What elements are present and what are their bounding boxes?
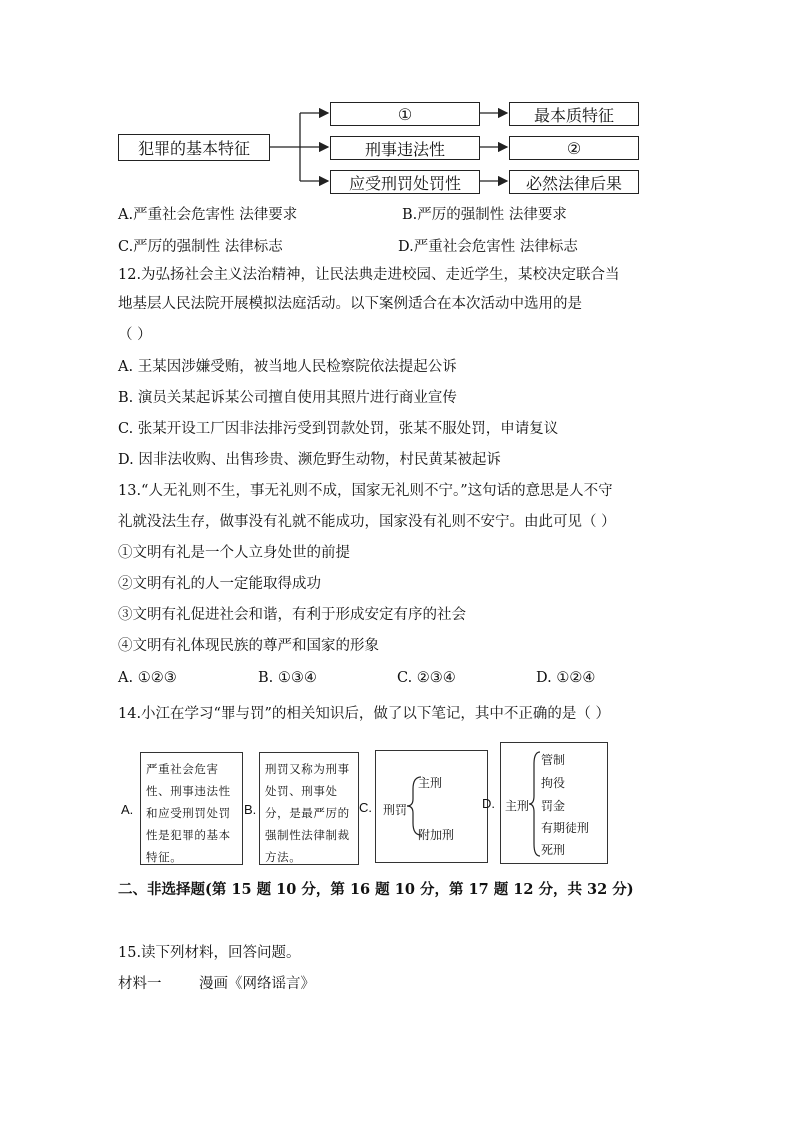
q13-item-2: ②文明有礼的人一定能取得成功 — [118, 576, 321, 592]
q13-option-b: B. ①③④ — [258, 670, 317, 686]
q13-option-a: A. ①②③ — [118, 670, 177, 686]
diagram-mid-box-1: ① — [330, 102, 480, 126]
q13-option-c: C. ②③④ — [397, 670, 456, 686]
diagram-right-box-3: 必然法律后果 — [509, 170, 639, 194]
q12-option-c: C. 张某开设工厂因非法排污受到罚款处罚，张某不服处罚，申请复议 — [118, 421, 559, 437]
q15-material-label: 材料一 — [118, 976, 162, 992]
q14-d-item-1: 管制 — [541, 753, 566, 767]
q14-a-text: 严重社会危害性、刑事违法性和应受刑罚处罚性是犯罪的基本特征。 — [146, 762, 231, 864]
q14-d-brace — [528, 750, 542, 858]
q12-option-b: B. 演员关某起诉某公司擅自使用其照片进行商业宣传 — [118, 390, 457, 406]
q12-stem-line1: 12.为弘扬社会主义法治精神，让民法典走进校园、走近学生，某校决定联合当 — [118, 267, 620, 283]
q14-c-item-2: 附加刑 — [418, 828, 455, 842]
q12-option-a: A. 王某因涉嫌受贿，被当地人民检察院依法提起公诉 — [118, 359, 457, 375]
diagram-mid-box-3: 应受刑罚处罚性 — [330, 170, 480, 194]
diagram-source-box: 犯罪的基本特征 — [118, 134, 270, 161]
diagram-right-box-1: 最本质特征 — [509, 102, 639, 126]
q14-c-root: 刑罚 — [383, 803, 408, 817]
diagram-right-box-2: ② — [509, 136, 639, 160]
q15-stem: 15.读下列材料，回答问题。 — [118, 945, 301, 961]
q14-d-item-4: 有期徒刑 — [541, 821, 590, 835]
q12-stem-line2: 地基层人民法院开展模拟法庭活动。以下案例适合在本次活动中选用的是 — [118, 296, 582, 312]
q14-d-root: 主刑 — [505, 799, 530, 813]
q13-item-4: ④文明有礼体现民族的尊严和国家的形象 — [118, 638, 379, 654]
q14-d-item-3: 罚金 — [541, 799, 566, 813]
q11-option-d: D.严重社会危害性 法律标志 — [398, 239, 578, 255]
q14-b-text: 刑罚又称为刑事处罚、刑事处分，是最严厉的强制性法律制裁方法。 — [265, 762, 350, 864]
section-2-heading: 二、非选择题(第 15 题 10 分，第 16 题 10 分，第 17 题 12 分，共 32 分) — [118, 881, 634, 898]
q14-d-item-5: 死刑 — [541, 843, 566, 857]
q14-c-label: C. — [359, 800, 372, 815]
q13-item-1: ①文明有礼是一个人立身处世的前提 — [118, 545, 350, 561]
q14-c-item-1: 主刑 — [418, 776, 443, 790]
q15-material-title: 漫画《网络谣言》 — [199, 976, 315, 992]
q13-stem-line1: 13.“人无礼则不生，事无礼则不成，国家无礼则不宁。”这句话的意思是人不守 — [118, 483, 613, 499]
q11-option-c: C.严厉的强制性 法律标志 — [118, 239, 283, 255]
q14-a-label: A. — [121, 802, 134, 817]
q13-stem-line2: 礼就没法生存，做事没有礼就不能成功，国家没有礼则不安宁。由此可见（ ） — [118, 514, 616, 530]
diagram-mid-box-2: 刑事违法性 — [330, 136, 480, 160]
q14-stem: 14.小江在学习“罪与罚”的相关知识后，做了以下笔记，其中不正确的是（ ） — [118, 706, 610, 722]
q13-option-d: D. ①②④ — [536, 670, 596, 686]
q12-option-d: D. 因非法收购、出售珍贵、濒危野生动物，村民黄某被起诉 — [118, 452, 501, 468]
q14-b-label: B. — [244, 802, 257, 817]
q11-option-a: A.严重社会危害性 法律要求 — [118, 207, 298, 223]
q13-item-3: ③文明有礼促进社会和谐，有利于形成安定有序的社会 — [118, 607, 466, 623]
q11-option-b: B.严厉的强制性 法律要求 — [402, 207, 567, 223]
q12-answer-blank: （ ） — [118, 327, 152, 343]
q14-d-label: D. — [482, 796, 495, 811]
q14-d-item-2: 拘役 — [541, 776, 566, 790]
